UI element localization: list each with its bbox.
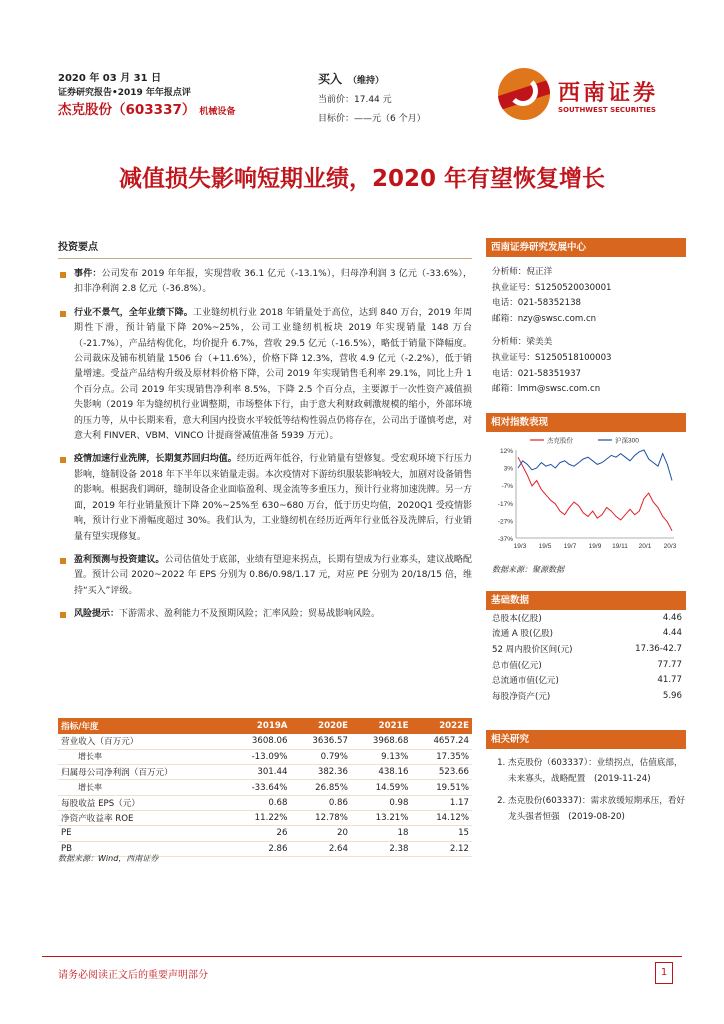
y-tick-label: -27% xyxy=(497,518,513,526)
footer-disclaimer: 请务必阅读正文后的重要声明部分 xyxy=(58,970,208,981)
legend-label: 沪深300 xyxy=(615,437,639,445)
table-header-cell: 2020E xyxy=(290,718,351,734)
table-row: 增长率 -33.64% 26.85% 14.59% 19.51% xyxy=(58,780,472,795)
x-tick-label: 19/5 xyxy=(538,543,552,550)
analyst-phone: 电话：021-58352138 xyxy=(492,298,582,309)
table-row: 总股本(亿股) 4.46 xyxy=(492,612,682,624)
point-industry: 行业不景气，全年业绩下降。工业缝纫机行业 2018 年销量处于高位，达到 840 万台，2019 年周期性下滑，预计销量下降 20%~25%，公司工业缝纫机板块 2019 年实现销量 148 万台（-21.7%），产品结构优化，均价提升 6.7%，营收 29.5 亿元（-16.5%），略低于销量下降幅度。公司裁床及铺布机销量 1506 台（+11.6%），价格下降 12.3%，营收 4.9 亿元（-2.2%），低于销量增速。受益产品结构升级及原材料价格下降，公司 2019 年实现销售毛利率 29.1%，同比上升 1 个百分点。公司 2019 年实现销售净利率 8.5%，下降 2.5 个百分点，主要源于一次性资产减值损失影响（2019 年为缝纫机行业调整期，市场整体下行，由于意大利财政刺激规模的缩小，外部环境的压力等，从中长期来看，意大利国内投资水平较低等结构性弱点仍将存在，公司出于谨慎考虑，对意大利 FINVER、VBM、VINCO 计提商誉减值准备 5939 万元）。 xyxy=(58,306,472,445)
basic-data-heading-bar xyxy=(486,591,686,610)
section-heading: 投资要点 xyxy=(58,238,472,259)
table-row: 每股净资产(元) 5.96 xyxy=(492,690,682,702)
analyst-heading: 西南证券研究发展中心 xyxy=(486,238,686,257)
report-header-left xyxy=(58,72,235,121)
table-source: 数据来源：Wind，西南证券 xyxy=(58,854,159,863)
analyst-name: 分析师：倪正洋 xyxy=(492,267,553,277)
footer-divider xyxy=(42,956,682,957)
relative-index-chart xyxy=(486,432,686,560)
analyst-cert: 执业证号：S1250518100003 xyxy=(492,352,612,363)
table-header-row xyxy=(58,718,472,734)
series-line xyxy=(518,450,672,481)
logo-text-cn: 西南证券 xyxy=(558,80,659,106)
table-row: 流通 A 股(亿股) 4.44 xyxy=(492,628,682,640)
table-header-cell: 2021E xyxy=(351,718,412,734)
company-name: 杰克股份（603337） xyxy=(58,102,196,118)
point-forecast: 盈利预测与投资建议。公司估值处于底部，业绩有望迎来拐点，长期有望成为行业寡头，建议战略配置。预计公司 2020~2022 年 EPS 分别为 0.86/0.98/1.17 元，对应 PE 分别为 20/18/15 倍，维持“买入”评级。 xyxy=(58,553,472,599)
report-type: 证券研究报告•2019 年年报点评 xyxy=(58,88,191,98)
point-risk: 风险提示：下游需求、盈利能力不及预期风险；汇率风险；贸易战影响风险。 xyxy=(58,607,472,622)
table-row: 每股收益 EPS（元） 0.68 0.86 0.98 1.17 xyxy=(58,795,472,810)
table-header-cell: 2019A xyxy=(229,718,290,734)
analyst-phone: 电话：021-58351937 xyxy=(492,368,582,379)
table-row: 归属母公司净利润（百万元） 301.44 382.36 438.16 523.66 xyxy=(58,765,472,780)
report-title: 减值损失影响短期业绩，2020 年有望恢复增长 xyxy=(118,166,606,192)
report-date: 2020 年 03 月 31 日 xyxy=(58,73,162,84)
x-tick-label: 19/7 xyxy=(563,543,577,550)
chart-source: 数据来源：聚源数据 xyxy=(492,565,564,574)
y-tick-label: -7% xyxy=(501,483,513,491)
y-tick-label: -17% xyxy=(497,500,513,508)
rating-block xyxy=(318,70,426,129)
table-row: 营业收入（百万元） 3608.06 3636.57 3968.68 4657.24 xyxy=(58,734,472,749)
x-tick-label: 20/3 xyxy=(663,543,677,550)
point-epidemic: 疫情加速行业洗牌，长期复苏回归均值。经历近两年低谷，行业销量有望修复。受宏观环境下行压力影响，缝制设备 2018 年下半年以来销量走弱。本次疫情对下游纺织服装影响较大，加剧对设备销售的影响。根据我们调研，缝制设备企业面临盈利、现金流等多重压力，预计行业将加速洗牌。另一方面，2019 年行业销量预计下降 20%~25%至 630~680 万台，低于历史均值，2020Q1 受疫情影响，预计行业下滑幅度超过 30%。我们认为，工业缝纫机在经历近两年行业低谷及洗牌后，行业销量有望实现修复。 xyxy=(58,452,472,544)
investment-points xyxy=(58,238,472,631)
financial-forecast-table xyxy=(58,718,472,857)
analyst-name: 分析师：梁美美 xyxy=(492,337,553,348)
page-number: 1 xyxy=(655,962,673,984)
company-logo xyxy=(498,66,688,122)
target-price: 目标价：——元（6 个月） xyxy=(318,114,426,124)
company-line xyxy=(58,101,235,121)
chart-heading-bar xyxy=(486,413,686,432)
current-price: 当前价：17.44 元 xyxy=(318,95,392,105)
table-header-cell: 指标/年度 xyxy=(58,718,229,734)
rating-note: （维持） xyxy=(348,76,385,86)
analyst-contacts xyxy=(486,257,686,398)
analyst-cert: 执业证号：S1250520030001 xyxy=(492,282,612,293)
analyst-email[interactable]: 邮箱：nzy@swsc.com.cn xyxy=(492,313,597,324)
related-heading: 相关研究 xyxy=(486,730,686,749)
rating-value: 买入 xyxy=(318,72,343,86)
related-list xyxy=(486,755,686,825)
point-event: 事件：公司发布 2019 年年报，实现营收 36.1 亿元（-13.1%），归母净利润 3 亿元（-33.6%），扣非净利润 2.8 亿元（-36.8%）。 xyxy=(58,267,472,298)
logo-text-en: SOUTHWEST SECURITIES xyxy=(558,106,656,114)
table-row: PE 26 20 18 15 xyxy=(58,826,472,841)
table-row: 总流通市值(亿元) 41.77 xyxy=(492,675,682,687)
series-line xyxy=(518,457,672,531)
y-tick-label: 12% xyxy=(499,448,513,455)
x-tick-label: 19/9 xyxy=(588,543,602,550)
table-row: 总市值(亿元) 77.77 xyxy=(492,659,682,671)
logo-mark-icon xyxy=(498,68,550,120)
related-item[interactable]: 2. 杰克股份(603337)：需求放缓短期承压，看好龙头强者恒强 (2019-08-20) xyxy=(508,793,686,825)
basic-data-heading: 基础数据 xyxy=(486,591,686,610)
table-row: PB 2.86 2.64 2.38 2.12 xyxy=(58,841,472,856)
rating xyxy=(318,70,426,91)
x-tick-label: 20/1 xyxy=(638,543,652,550)
legend-label: 杰克股份 xyxy=(547,437,573,445)
table-header-cell: 2022E xyxy=(411,718,472,734)
table-row: 净资产收益率 ROE 11.22% 12.78% 13.21% 14.12% xyxy=(58,810,472,825)
y-tick-label: -37% xyxy=(497,536,513,543)
analyst-panel xyxy=(486,238,686,398)
industry: 机械设备 xyxy=(199,107,236,117)
related-item[interactable]: 1. 杰克股份（603337）：业绩拐点，估值底部，未来寡头，战略配置 (2019-11-24) xyxy=(508,755,686,787)
table-row: 52 周内股价区间(元) 17.36-42.7 xyxy=(492,643,682,655)
x-tick-label: 19/11 xyxy=(612,543,628,550)
table-row: 增长率 -13.09% 0.79% 9.13% 17.35% xyxy=(58,749,472,764)
x-tick-label: 19/3 xyxy=(513,543,527,550)
chart-svg xyxy=(486,432,686,560)
chart-heading: 相对指数表现 xyxy=(486,413,686,432)
y-tick-label: 3% xyxy=(503,465,513,473)
basic-data-table xyxy=(486,610,686,704)
related-research xyxy=(486,730,686,831)
analyst-email[interactable]: 邮箱：lmm@swsc.com.cn xyxy=(492,384,601,395)
